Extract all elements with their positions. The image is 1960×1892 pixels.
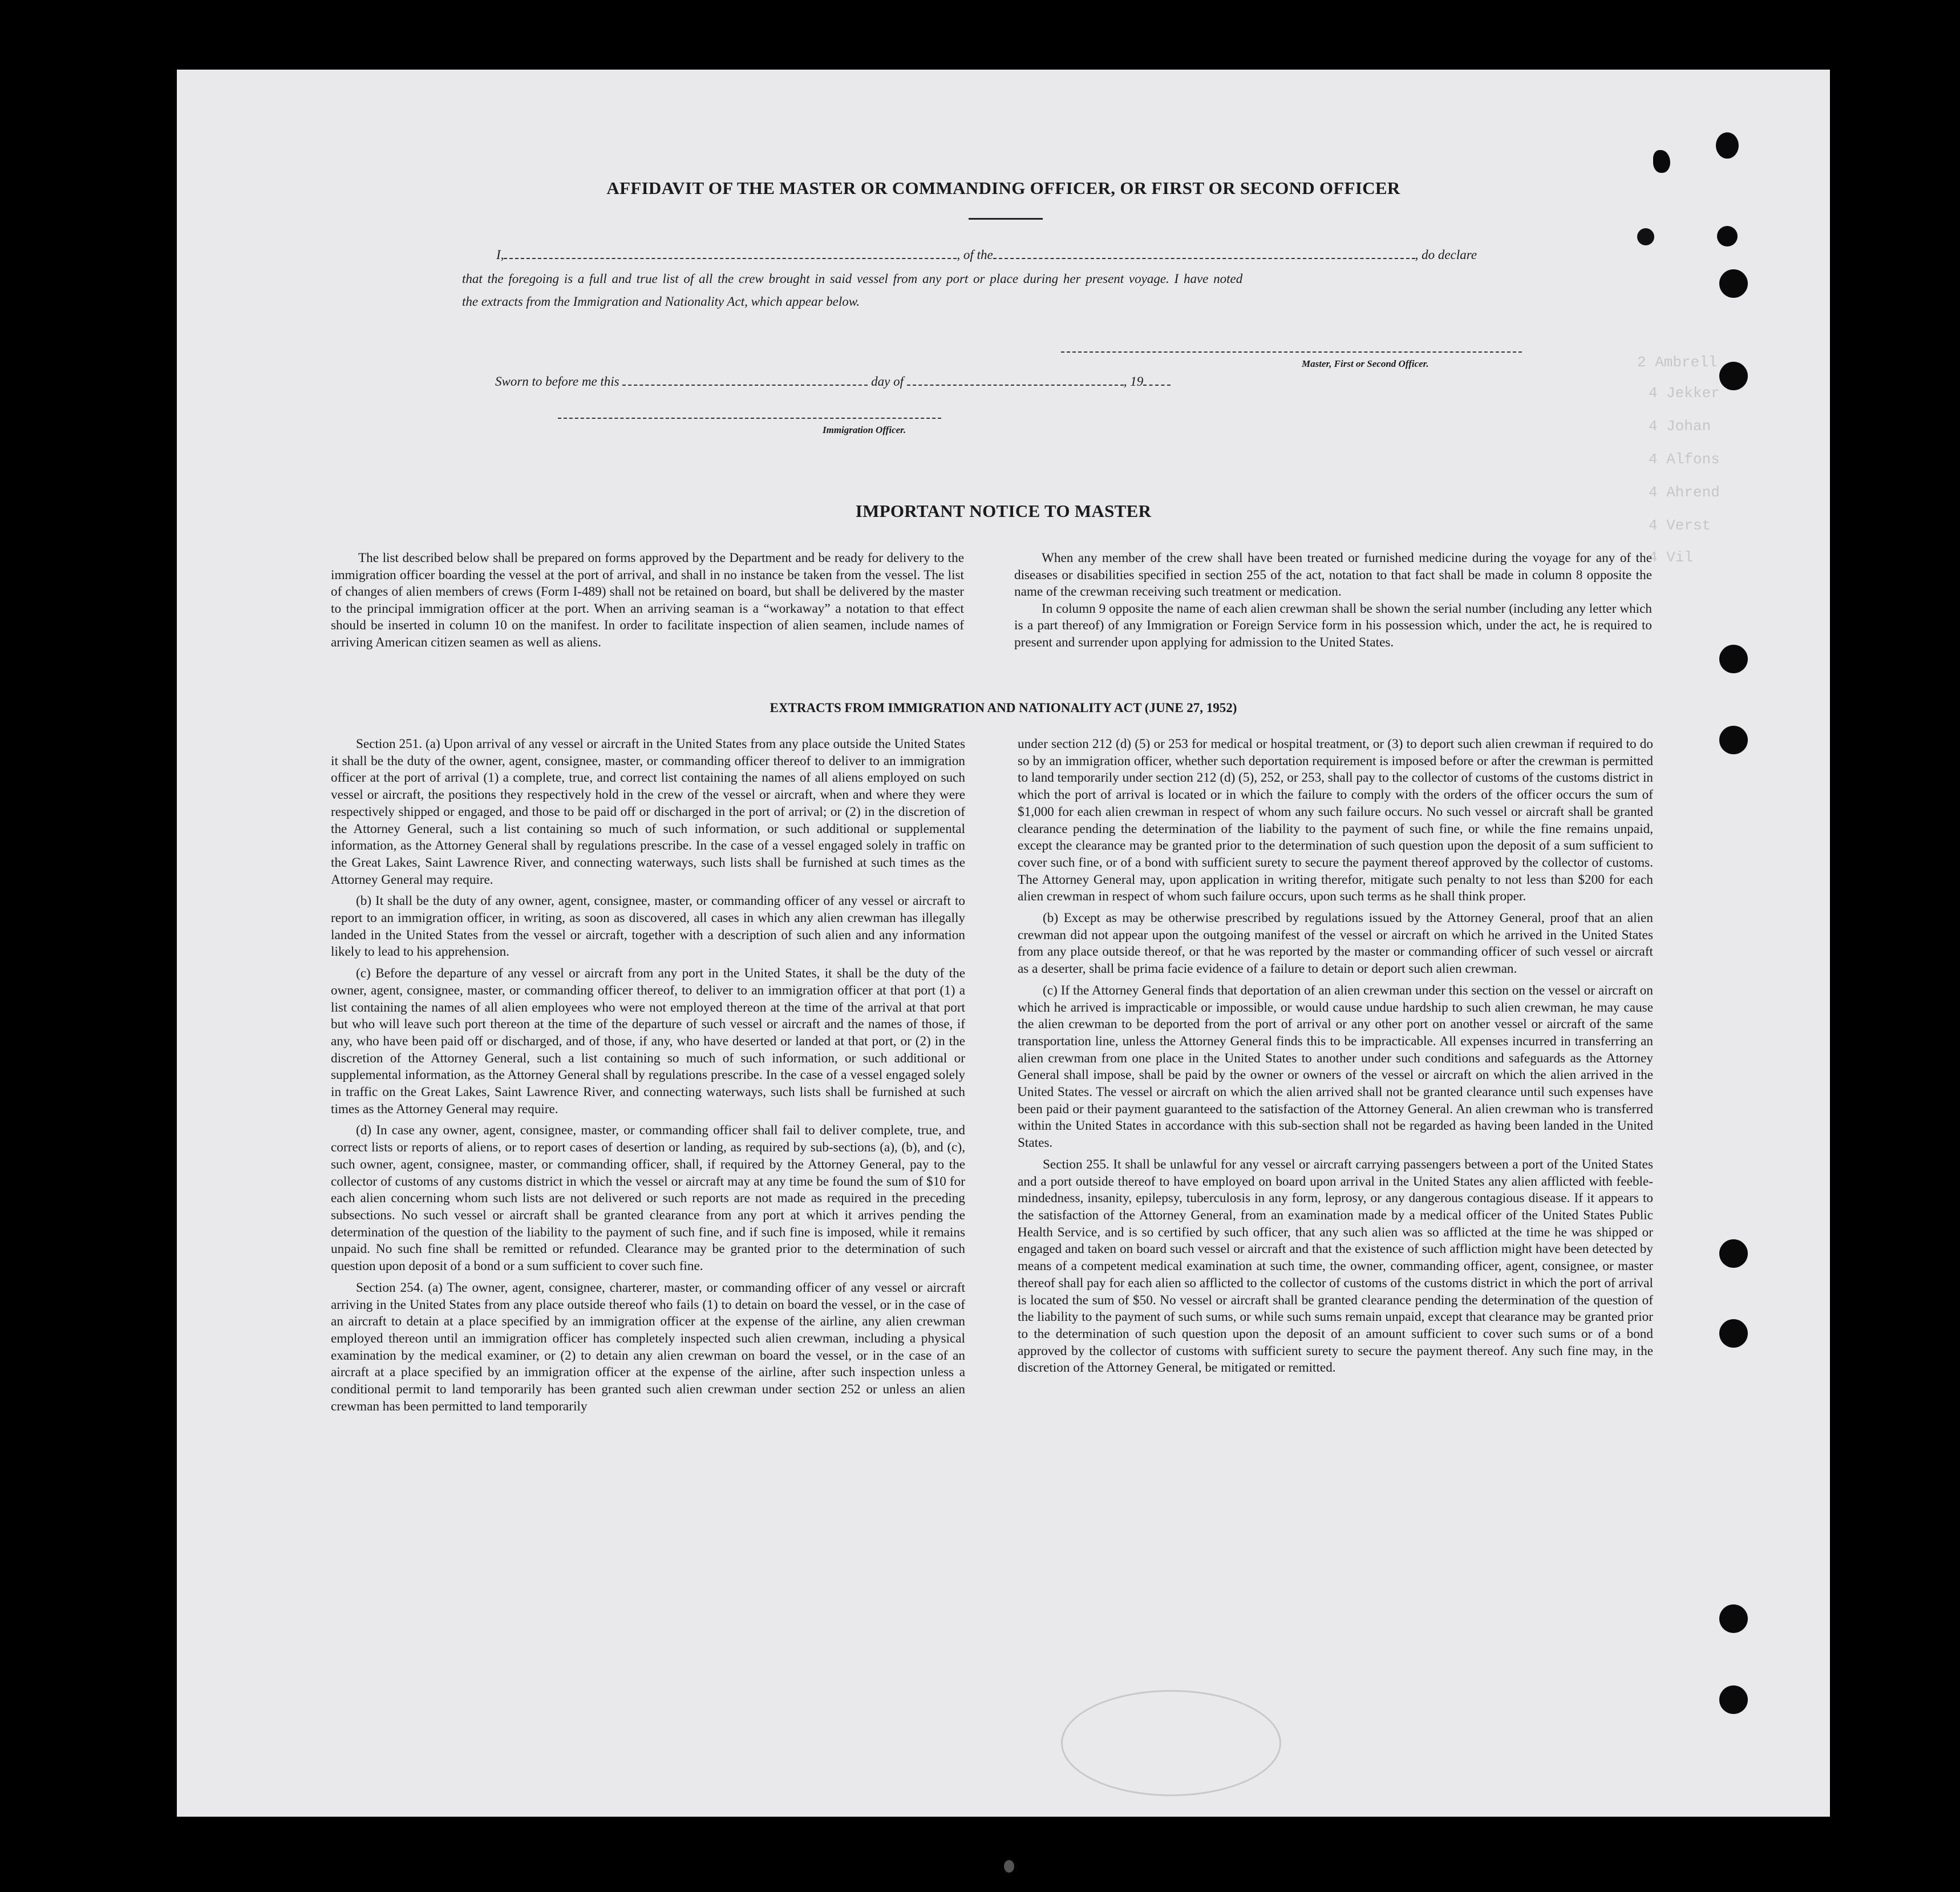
vessel-prefix: , of the	[957, 248, 993, 262]
binder-hole	[1717, 226, 1738, 246]
binder-hole	[1719, 269, 1748, 298]
vessel-name-field[interactable]	[993, 258, 1415, 259]
section-254-b: (b) Except as may be otherwise prescribed by regulations issued by the Attorney General, proof that an alien crewman did not appear upon the outgoing manifest of the vessel or aircraft on which he arrived in the United States from any place outside thereof, or that he was reported by the master or commanding officer of such vessel or aircraft as a deserter, shall be prima facie evidence of a failure to detain or deport such alien crewman.	[1018, 911, 1653, 977]
bleed-through-text: 4 Vil	[1649, 549, 1694, 566]
extracts-title: EXTRACTS FROM IMMIGRATION AND NATIONALITY ACT (JUNE 27, 1952)	[770, 701, 1237, 715]
binder-hole	[1719, 1319, 1748, 1348]
sworn-month-field[interactable]	[907, 385, 1124, 386]
master-signature-line[interactable]	[1061, 351, 1522, 353]
sworn-year-field[interactable]	[1143, 385, 1171, 386]
affidavit-statement-line-1: that the foregoing is a full and true list of all the crew brought in said vessel from any port or place during her present voyage. I have noted	[462, 272, 1243, 286]
extracts-left-column	[331, 736, 965, 1420]
affidavit-title: AFFIDAVIT OF THE MASTER OR COMMANDING OFFICER, OR FIRST OR SECOND OFFICER	[606, 178, 1400, 198]
binder-hole	[1719, 1239, 1748, 1268]
bleed-through-text: 4 Ahrend	[1649, 484, 1720, 501]
bleed-through-text: 4 Alfons	[1649, 451, 1720, 468]
sworn-day-field[interactable]	[622, 385, 868, 386]
notice-left-paragraph	[331, 550, 964, 651]
sworn-line	[495, 374, 1171, 389]
section-251-b: (b) It shall be the duty of any owner, agent, consignee, master, or commanding officer of any vessel or aircraft to report to an immigration officer, in writing, as soon as discovered, all cases in which any alien crewman has illegally landed in the United States from the vessel or aircraft, together with a description of such alien and any information likely to lead to his apprehension.	[331, 894, 965, 960]
sworn-label: Sworn to before me this	[495, 374, 619, 389]
section-254-a: Section 254. (a) The owner, agent, consignee, charterer, master, or commanding officer of any vessel or aircraft arriving in the United States from any place outside thereof who fails (1) to detain on board the vessel, or in the case of an aircraft to detain at a place specified by an immigration officer at the expense of the airline, any alien crewman employed thereon until an immigration officer has completely inspected such alien crewman, including a physical examination by the medical examiner, or (2) to detain any alien crewman on board the vessel, or in the case of an aircraft at a place specified by an immigration officer at the expense of the airline, after such inspection unless a conditional permit to land temporarily has been granted such alien crewman under section 252 or unless an alien crewman has been permitted to land temporarily	[331, 1280, 965, 1414]
bleed-through-text: 4 Jekker	[1649, 385, 1720, 402]
bleed-through-text: 4 Verst	[1649, 517, 1711, 534]
extracts-right-column	[1018, 736, 1653, 1381]
binder-hole	[1719, 726, 1748, 754]
binder-hole	[1719, 1685, 1748, 1714]
ink-smudge	[1637, 228, 1654, 245]
declarant-name-field[interactable]	[504, 258, 957, 259]
declarant-line	[496, 248, 1477, 262]
binder-hole	[1719, 362, 1748, 390]
section-251-c: (c) Before the departure of any vessel or aircraft from any port in the United States, it shall be the duty of the owner, agent, consignee, master, or commanding officer thereof, to deliver to an immigration officer at that port (1) a list containing the names of all alien employees who were not employed thereon at the time of the arrival at that port but who will leave such port thereon at the time of the departure of such vessel or aircraft and the names of those, if any, who have been paid off or discharged, and of those, if any, who have deserted or landed at that port, or (2) in the discretion of the Attorney General, such a list containing so much of such information, or such additional or supplemental information, as the Attorney General shall by regulations prescribe. In the case of a vessel engaged solely in traffic on the Great Lakes, Saint Lawrence River, and connecting waterways, such lists shall be furnished at such times as the Attorney General may require.	[331, 966, 965, 1117]
affidavit-statement-line-2: the extracts from the Immigration and Nationality Act, which appear below.	[462, 294, 860, 309]
binder-hole	[1716, 132, 1739, 159]
binder-hole	[1653, 150, 1670, 173]
declare-suffix: , do declare	[1415, 248, 1477, 262]
faint-stamp-impression	[1061, 1690, 1281, 1796]
year-label: , 19	[1123, 374, 1144, 389]
declarant-prefix: I,	[496, 248, 504, 262]
immigration-officer-caption: Immigration Officer.	[823, 425, 906, 435]
immigration-officer-signature-line[interactable]	[558, 418, 941, 419]
bleed-through-text: 2 Ambrell	[1637, 354, 1718, 371]
notice-left-text: The list described below shall be prepared on forms approved by the Department and be ready for delivery to the immigration officer boarding the vessel at the port of arrival, and shall in no instance be taken from the vessel. The list of changes of alien members of crews (Form I-489) shall not be retained on board, but shall be delivered by the master to the principal immigration officer at the port. When an arriving seaman is a “workaway” a notation to that effect should be inserted in column 10 on the manifest. In order to facilitate inspection of alien seamen, include names of arriving American citizen seamen as well as aliens.	[331, 551, 964, 650]
section-254-c: (c) If the Attorney General finds that deportation of an alien crewman under this section on the vessel or aircraft on which he arrived is impracticable or impossible, or would cause undue hardship to such alien crewman, he may cause the alien crewman to be deported from the port of arrival or any other port on another vessel or aircraft of the same transportation line, unless the Attorney General finds this to be impracticable. All expenses incurred in transferring an alien crewman from one place in the United States to another under such conditions and safeguards as the Attorney General shall impose, shall be paid by the owner or owners of the vessel or aircraft on which the alien arrived in the United States. The vessel or aircraft on which the alien arrived shall not be granted clearance until such expenses have been paid or their payment guaranteed to the satisfaction of the Attorney General. An alien crewman who is transferred within the United States in accordance with this sub-section shall not be regarded as having been landed in the United States.	[1018, 983, 1653, 1151]
scan-speck	[1004, 1860, 1014, 1873]
notice-right-text-1: When any member of the crew shall have been treated or furnished medicine during the voyage for any of the diseases or disabilities specified in section 255 of the act, notation to that fact shall be made in column 8 opposite the name of the crewman receiving such treatment or medication.	[1014, 551, 1652, 599]
section-255: Section 255. It shall be unlawful for any vessel or aircraft carrying passengers between a port of the United States and a port outside thereof to have employed on board upon arrival in the United States any alien afflicted with feeble-mindedness, insanity, epilepsy, tuberculosis in any form, leprosy, or any dangerous contagious disease. If it appears to the satisfaction of the Attorney General, from an examination made by a medical officer of the United States Public Health Service, and is so certified by such officer, that any such alien was so afflicted at the time he was shipped or engaged and taken on board such vessel or aircraft and that the existence of such affliction might have been detected by means of a competent medical examination at such time, the owner, commanding officer, agent, consignee, or master thereof shall pay for each alien so afflicted to the collector of customs of the customs district in which the port of arrival is located the sum of $50. No vessel or aircraft shall be granted clearance pending the determination of the question of the liability to the payment of such sums, or while such sums remain unpaid, except that clearance may be granted prior to the determination of such question upon the deposit of an amount sufficient to cover such sums or of a bond approved by the collector of customs with sufficient surety to secure the payment thereof. Any such fine may, in the discretion of the Attorney General, be mitigated or remitted.	[1018, 1157, 1653, 1376]
notice-right-text-2: In column 9 opposite the name of each alien crewman shall be shown the serial number (including any letter which is a part thereof) of any Immigration or Foreign Service form in his possession which, under the act, he is required to present and surrender upon applying for admission to the United States.	[1014, 601, 1652, 650]
document-page	[177, 70, 1830, 1817]
section-251-d: (d) In case any owner, agent, consignee, master, or commanding officer shall fail to deliver complete, true, and correct lists or reports of aliens, or to report cases of desertion or landing, as required by sub-sections (a), (b), and (c), such owner, agent, consignee, master, or commanding officer, shall, if required by the Attorney General, pay to the collector of customs of any customs district in which the vessel or aircraft may at any time be found the sum of $10 for each alien concerning whom such lists are not delivered or such reports are not made as required in the preceding subsections. No such vessel or aircraft shall be granted clearance from any port at which it arrives pending the determination of the question of the liability to the payment of such fine, and if such fine is imposed, while it remains unpaid. No such fine shall be remitted or refunded. Clearance may be granted prior to the determination of such question upon deposit of a bond or a sum sufficient to cover such fine.	[331, 1123, 965, 1274]
binder-hole	[1719, 645, 1748, 673]
binder-hole	[1719, 1604, 1748, 1633]
notice-title: IMPORTANT NOTICE TO MASTER	[855, 501, 1152, 521]
section-251-a: Section 251. (a) Upon arrival of any vessel or aircraft in the United States from any place outside the United States it shall be the duty of the owner, agent, consignee, master, or commanding officer thereof to deliver to an immigration officer at the port of arrival (1) a complete, true, and correct list containing the names of all aliens employed on such vessel or aircraft, the positions they respectively hold in the crew of the vessel or aircraft, when and where they were respectively shipped or engaged, and those to be paid off or discharged in the port of arrival; or (2) in the discretion of the Attorney General, such a list containing so much of such information, or such additional or supplemental information, as the Attorney General shall by regulations prescribe. In the case of a vessel engaged solely in traffic on the Great Lakes, Saint Lawrence River, and connecting waterways, such lists shall be furnished at such times as the Attorney General may require.	[331, 737, 965, 887]
master-signature-caption: Master, First or Second Officer.	[1302, 358, 1429, 369]
title-divider	[969, 218, 1043, 220]
bleed-through-text: 4 Johan	[1649, 418, 1711, 435]
section-254-a-continued: under section 212 (d) (5) or 253 for medical or hospital treatment, or (3) to deport such alien crewman if required to do so by an immigration officer, whether such deportation requirement is imposed before or after the crewman is permitted to land temporarily under section 212 (d) (5), 252, or 253, shall pay to the collector of customs of the customs district in which the port of arrival is located or in which the failure to comply with the orders of the officer occurs the sum of $1,000 for each alien crewman in respect of whom any such failure occurs. No such vessel or aircraft shall be granted clearance pending the determination of the liability to the payment of such fine, or while the fine remains unpaid, except the clearance may be granted prior to the determination of such question upon the deposit of a sum sufficient to cover such fine, or of a bond with sufficient surety to secure the payment thereof approved by the collector of customs. The Attorney General may, upon application in writing therefor, mitigate such penalty to not less than $200 for each alien crewman in respect of whom such failure occurs, upon such terms as he shall think proper.	[1018, 737, 1653, 904]
day-of-label: day of	[871, 374, 904, 389]
notice-right-paragraphs	[1014, 550, 1652, 651]
